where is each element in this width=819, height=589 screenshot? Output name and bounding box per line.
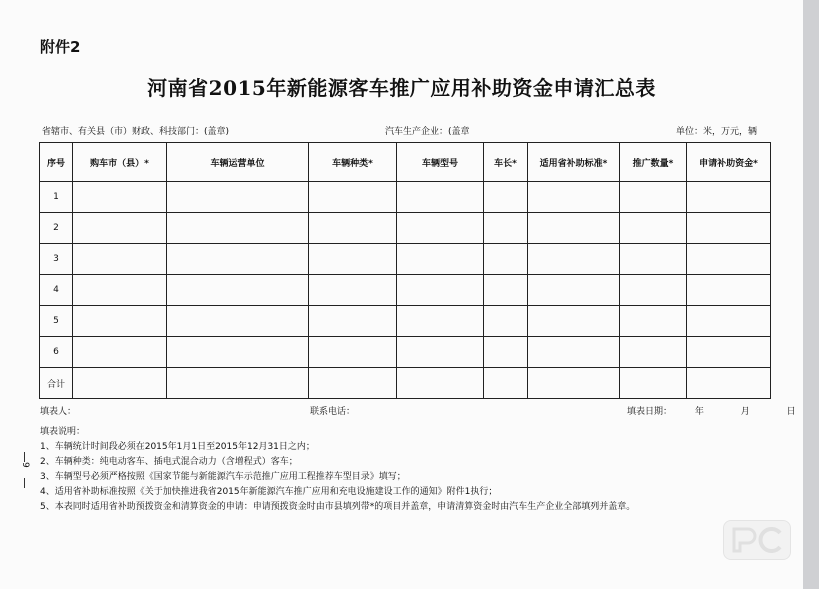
table-row bbox=[40, 306, 771, 337]
table-cell bbox=[528, 182, 620, 213]
meta-manufacturer: 汽车生产企业：(盖章 bbox=[385, 127, 470, 137]
table-cell bbox=[528, 244, 620, 275]
table-cell bbox=[620, 368, 687, 399]
table-row bbox=[40, 337, 771, 368]
table-cell bbox=[167, 337, 309, 368]
table-cell bbox=[687, 306, 771, 337]
table-cell bbox=[397, 244, 484, 275]
table-cell bbox=[397, 306, 484, 337]
fill-date bbox=[627, 404, 796, 417]
table-cell bbox=[620, 213, 687, 244]
instruction-item: 3、车辆型号必须严格按照《国家节能与新能源汽车示范推广应用工程推荐车型目录》填写； bbox=[40, 472, 406, 482]
table-cell bbox=[687, 275, 771, 306]
row-index-cell: 3 bbox=[40, 244, 73, 275]
table-cell bbox=[484, 182, 528, 213]
table-cell bbox=[620, 182, 687, 213]
page-number-dash bbox=[24, 478, 25, 488]
table-row bbox=[40, 244, 771, 275]
instruction-item: 1、车辆统计时间段必须在2015年1月1日至2015年12月31日之内； bbox=[40, 442, 315, 452]
table-cell bbox=[484, 275, 528, 306]
filler-label: 填表人： bbox=[40, 407, 77, 417]
row-index-cell: 6 bbox=[40, 337, 73, 368]
table-cell bbox=[309, 213, 397, 244]
table-cell bbox=[687, 244, 771, 275]
instruction-item: 5、本表同时适用省补助预拨资金和清算资金的申请：申请预拨资金时由市县填列带*的项目并盖章，申请清算资金时由汽车生产企业全部填列并盖章。 bbox=[40, 502, 636, 512]
month-label: 月 bbox=[740, 407, 750, 417]
table-cell bbox=[397, 337, 484, 368]
header-cell: 推广数量* bbox=[620, 143, 687, 182]
watermark-logo bbox=[723, 520, 791, 560]
table-cell bbox=[73, 182, 167, 213]
table-row bbox=[40, 368, 771, 399]
table-cell bbox=[687, 213, 771, 244]
table-cell bbox=[687, 182, 771, 213]
page-number: 9 bbox=[20, 462, 30, 468]
table-cell bbox=[73, 244, 167, 275]
table-cell bbox=[167, 306, 309, 337]
table-cell bbox=[73, 337, 167, 368]
table-cell bbox=[484, 213, 528, 244]
header-cell: 申请补助资金* bbox=[687, 143, 771, 182]
scan-edge bbox=[803, 0, 819, 589]
table-cell bbox=[484, 337, 528, 368]
day-label: 日 bbox=[786, 407, 796, 417]
table-row bbox=[40, 213, 771, 244]
header-cell: 车长* bbox=[484, 143, 528, 182]
table-cell bbox=[167, 213, 309, 244]
table-cell bbox=[73, 368, 167, 399]
instructions bbox=[40, 425, 635, 515]
table-row bbox=[40, 275, 771, 306]
summary-table bbox=[39, 142, 771, 399]
meta-department: 省辖市、有关县（市）财政、科技部门：(盖章) bbox=[42, 127, 230, 137]
table-cell bbox=[620, 337, 687, 368]
instruction-item: 2、车辆种类：纯电动客车、插电式混合动力（含增程式）客车； bbox=[40, 457, 298, 467]
table-cell bbox=[620, 244, 687, 275]
table-cell bbox=[687, 337, 771, 368]
table-cell bbox=[397, 368, 484, 399]
meta-units: 单位：米，万元，辆 bbox=[676, 127, 758, 137]
table-cell bbox=[167, 182, 309, 213]
table-cell bbox=[484, 306, 528, 337]
date-label: 填表日期： bbox=[627, 407, 673, 417]
table-cell bbox=[620, 306, 687, 337]
header-cell: 车辆运营单位 bbox=[167, 143, 309, 182]
table-cell bbox=[528, 368, 620, 399]
table-cell bbox=[167, 275, 309, 306]
instruction-item: 4、适用省补助标准按照《关于加快推进我省2015年新能源汽车推广应用和充电设施建设工作的通知》附件1执行； bbox=[40, 487, 498, 497]
table-cell bbox=[397, 213, 484, 244]
table-cell bbox=[309, 337, 397, 368]
table-cell bbox=[484, 244, 528, 275]
pc-logo-icon bbox=[730, 527, 784, 553]
table-cell bbox=[167, 368, 309, 399]
header-cell: 车辆型号 bbox=[397, 143, 484, 182]
row-index-cell: 1 bbox=[40, 182, 73, 213]
table-cell bbox=[528, 213, 620, 244]
instructions-heading: 填表说明： bbox=[40, 427, 86, 437]
table-cell bbox=[687, 368, 771, 399]
table-cell bbox=[528, 337, 620, 368]
phone-label: 联系电话： bbox=[310, 407, 356, 417]
row-index-cell: 5 bbox=[40, 306, 73, 337]
table-cell bbox=[484, 368, 528, 399]
table-cell bbox=[528, 306, 620, 337]
table-cell bbox=[73, 275, 167, 306]
header-cell: 购车市（县）* bbox=[73, 143, 167, 182]
page-number-dash bbox=[24, 452, 25, 462]
table-cell bbox=[73, 213, 167, 244]
table-cell bbox=[167, 244, 309, 275]
row-index-cell: 4 bbox=[40, 275, 73, 306]
table-header-row bbox=[40, 143, 771, 182]
header-cell: 适用省补助标准* bbox=[528, 143, 620, 182]
year-label: 年 bbox=[694, 407, 704, 417]
table-row bbox=[40, 182, 771, 213]
table-cell bbox=[620, 275, 687, 306]
row-index-cell: 合计 bbox=[40, 368, 73, 399]
attachment-label: 附件2 bbox=[40, 38, 81, 56]
table-cell bbox=[73, 306, 167, 337]
table-cell bbox=[397, 275, 484, 306]
header-cell: 序号 bbox=[40, 143, 73, 182]
header-cell: 车辆种类* bbox=[309, 143, 397, 182]
table-cell bbox=[309, 275, 397, 306]
table-cell bbox=[309, 244, 397, 275]
table-cell bbox=[309, 182, 397, 213]
row-index-cell: 2 bbox=[40, 213, 73, 244]
table-cell bbox=[528, 275, 620, 306]
table-cell bbox=[397, 182, 484, 213]
page-title: 河南省2015年新能源客车推广应用补助资金申请汇总表 bbox=[147, 76, 656, 100]
table-cell bbox=[309, 368, 397, 399]
table-cell bbox=[309, 306, 397, 337]
